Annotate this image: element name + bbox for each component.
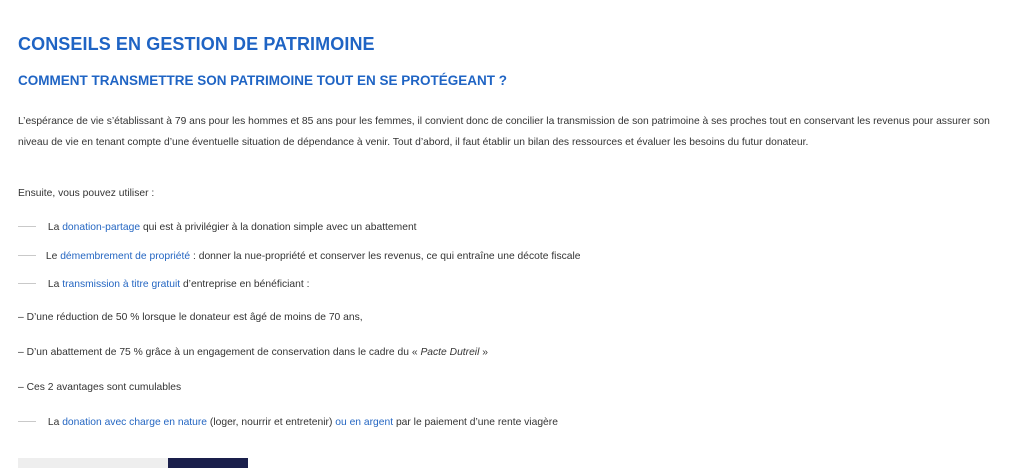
page-title: CONSEILS EN GESTION DE PATRIMOINE [18, 34, 375, 54]
intro-paragraph: L’espérance de vie s’établissant à 79 ans pour les hommes et 85 ans pour les femmes, il convient donc de concilier la transmission de son patrimoine à ses proches tout en conservant les revenus pour assurer son niveau de vie en tenant compte d’une éventuelle situation de dépendance à venir. Tout d’abord, il faut établir un bilan des ressources et évaluer les besoins du futur donateur. [18, 116, 990, 148]
argent-link[interactable]: ou en argent [335, 417, 394, 428]
transmission-link[interactable]: transmission à titre gratuit [62, 279, 181, 290]
ensuite-text: Ensuite, vous pouvez utiliser : [18, 188, 155, 199]
secondary-button[interactable] [18, 458, 168, 468]
dash-bullet [18, 421, 36, 422]
list-item: La donation avec charge en nature (loger, nourrir et entretenir) ou en argent par le paiement d’une rente viagère [18, 417, 558, 428]
donation-charge-link[interactable]: donation avec charge en nature [62, 417, 208, 428]
donation-partage-link[interactable]: donation-partage [62, 222, 141, 233]
page-subtitle: COMMENT TRANSMETTRE SON PATRIMOINE TOUT EN SE PROTÉGEANT ? [18, 73, 508, 88]
sub-item-reduction: – D’une réduction de 50 % lorsque le donateur est âgé de moins de 70 ans, [18, 312, 363, 323]
sub-item-abattement: – D’un abattement de 75 % grâce à un engagement de conservation dans le cadre du « Pacte Dutreil » [18, 347, 488, 358]
list-item: La transmission à titre gratuit d’entreprise en bénéficiant : [18, 279, 309, 290]
list-item: La donation-partage qui est à privilégier à la donation simple avec un abattement [18, 222, 417, 233]
dash-bullet [18, 226, 36, 227]
dash-bullet [18, 283, 36, 284]
primary-button[interactable] [168, 458, 248, 468]
demembrement-link[interactable]: démembrement de propriété [60, 251, 191, 262]
list-item: Le démembrement de propriété : donner la nue-propriété et conserver les revenus, ce qui entraîne une décote fiscale [18, 251, 581, 262]
dash-bullet [18, 255, 36, 256]
sub-item-cumulables: – Ces 2 avantages sont cumulables [18, 382, 182, 393]
